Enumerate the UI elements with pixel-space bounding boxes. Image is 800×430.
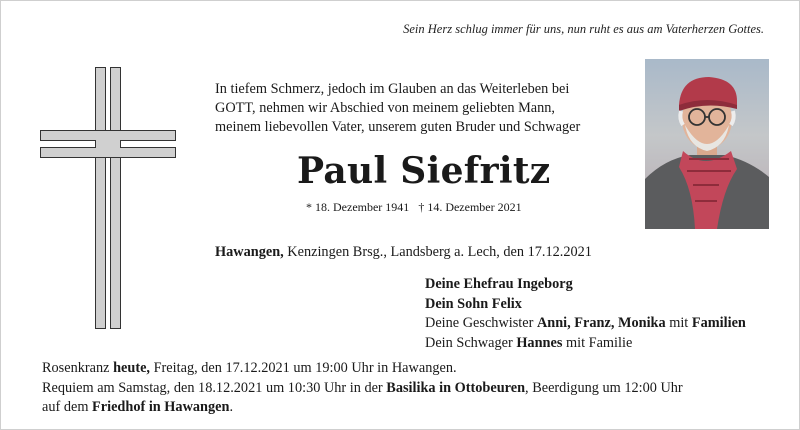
rosary-prefix: Rosenkranz bbox=[42, 360, 114, 376]
rosary-bold: heute, bbox=[113, 360, 151, 376]
rosary-rest: Freitag, den 17.12.2021 um 19:00 Uhr in Hawangen. bbox=[150, 360, 457, 376]
motto: Sein Herz schlug immer für uns, nun ruht es aus am Vaterherzen Gottes. bbox=[403, 22, 764, 36]
brother-in-law-suffix: mit Familie bbox=[562, 334, 633, 351]
death-date: † 14. Dezember 2021 bbox=[418, 200, 522, 214]
burial-bold: Friedhof in Hawangen bbox=[92, 399, 230, 415]
family-wife: Deine Ehefrau Ingeborg bbox=[425, 276, 573, 292]
siblings-names: Anni, Franz, Monika bbox=[536, 315, 666, 331]
location-line bbox=[215, 244, 592, 261]
portrait-photo bbox=[645, 59, 769, 229]
intro-text bbox=[215, 80, 635, 137]
deceased-name: Paul Siefritz bbox=[297, 150, 551, 192]
requiem-prefix: Requiem am Samstag, den 18.12.2021 um 10:30 Uhr in der bbox=[42, 379, 387, 396]
location-rest: Kenzingen Brsg., Landsberg a. Lech, den 17.12.2021 bbox=[283, 244, 592, 260]
location-place: Hawangen, bbox=[215, 244, 284, 260]
siblings-mid: mit bbox=[665, 315, 692, 331]
family-son: Dein Sohn Felix bbox=[425, 295, 522, 312]
requiem-rest: , Beerdigung um 12:00 Uhr bbox=[525, 379, 683, 396]
intro-line-2: GOTT, nehmen wir Abschied von meinem geliebten Mann, bbox=[215, 100, 555, 116]
siblings-suffix: Familien bbox=[691, 315, 746, 331]
requiem-bold: Basilika in Ottobeuren bbox=[386, 379, 526, 396]
requiem-line bbox=[42, 379, 683, 399]
birth-date: * 18. Dezember 1941 bbox=[306, 200, 410, 214]
family-list bbox=[425, 275, 746, 353]
brother-in-law-prefix: Dein Schwager bbox=[425, 334, 517, 351]
brother-in-law-name: Hannes bbox=[516, 334, 563, 351]
siblings-prefix: Deine Geschwister bbox=[425, 315, 537, 331]
service-details bbox=[42, 359, 683, 418]
portrait-illustration bbox=[645, 59, 769, 229]
intro-line-1: In tiefem Schmerz, jedoch im Glauben an das Weiterleben bei bbox=[215, 81, 570, 97]
rosary-line bbox=[42, 359, 683, 379]
life-dates bbox=[306, 200, 528, 215]
family-brother-in-law bbox=[425, 334, 746, 354]
burial-prefix: auf dem bbox=[42, 399, 93, 415]
intro-line-3: meinem liebevollen Vater, unserem guten Bruder und Schwager bbox=[215, 119, 581, 135]
burial-line bbox=[42, 398, 683, 418]
cross-icon bbox=[40, 67, 176, 329]
burial-rest: . bbox=[229, 399, 234, 415]
family-siblings bbox=[425, 314, 746, 334]
